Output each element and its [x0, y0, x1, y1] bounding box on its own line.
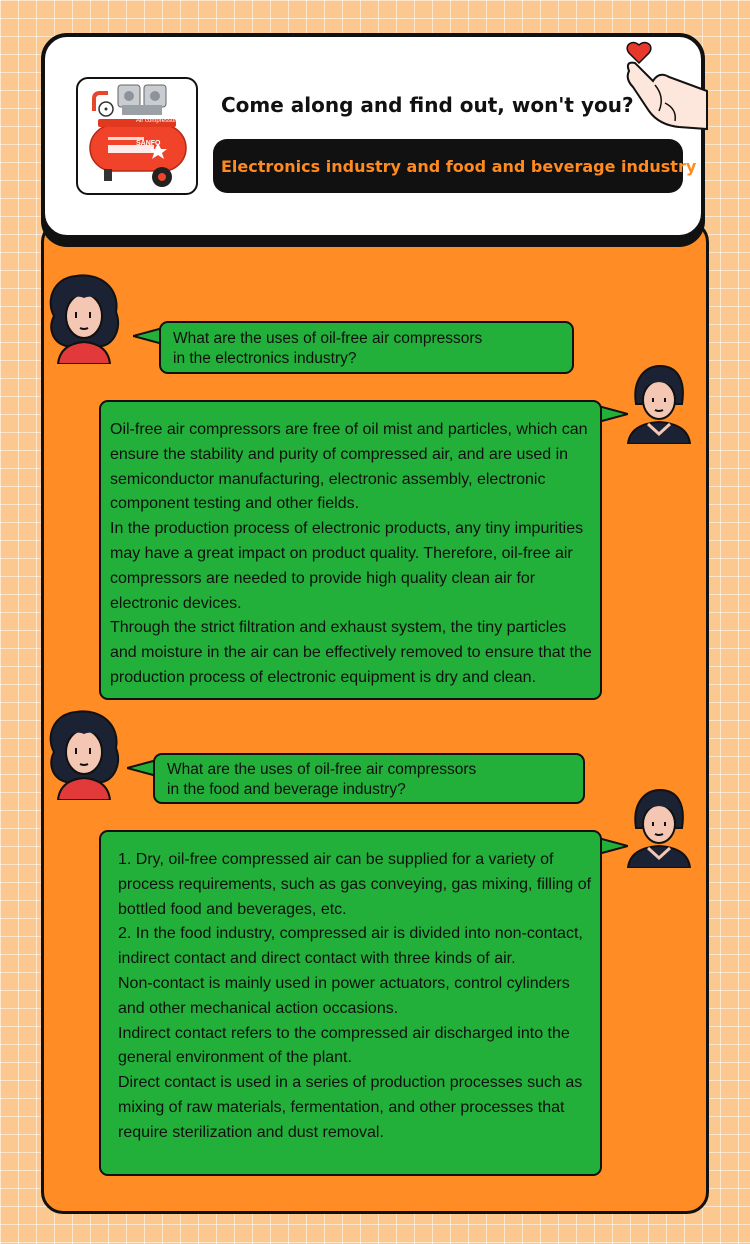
answer-paragraph: Direct contact is used in a series of production processes such as mixing of raw materials, fermentation, and other processes that require sterilization and dust removal.	[118, 1074, 583, 1141]
product-brand: SANFO	[136, 140, 161, 147]
curly-hair-woman-avatar	[46, 708, 122, 800]
short-hair-woman-avatar	[624, 788, 694, 868]
question-line: What are the uses of oil-free air compressors	[167, 761, 477, 778]
curly-hair-woman-avatar	[46, 272, 122, 364]
product-caption: Air compressor	[136, 118, 177, 124]
question-bubble-food	[153, 753, 585, 804]
answer-paragraph: 2. In the food industry, compressed air is divided into non-contact, indirect contact and direct contact with three kinds of air.	[118, 925, 583, 968]
headline: Come along and find out, won't you?	[221, 93, 634, 117]
bubble-tail-right	[598, 404, 628, 424]
finger-heart-icon	[619, 41, 709, 133]
topic-pill	[213, 139, 697, 193]
answer-bubble-electronics	[99, 400, 602, 700]
air-compressor-image	[78, 79, 196, 193]
short-hair-woman-avatar	[624, 364, 694, 444]
answer-paragraph: In the production process of electronic products, any tiny impurities may have a great impact on product quality. Therefore, oil-free air compressors are needed to provide high quality clean air for electronic devices.	[110, 520, 584, 612]
question-line: What are the uses of oil-free air compressors	[173, 330, 483, 347]
answer-paragraph: Indirect contact refers to the compressed air discharged into the general environment of the plant.	[118, 1024, 570, 1067]
answer-bubble-food	[99, 830, 602, 1176]
answer-paragraph: 1. Dry, oil-free compressed air can be supplied for a variety of process requirements, such as gas conveying, gas mixing, filling of bottled food and beverages, etc.	[118, 851, 592, 918]
bubble-tail-right	[598, 836, 628, 856]
answer-paragraph: Non-contact is mainly used in power actuators, control cylinders and other mechanical action occasions.	[118, 974, 570, 1017]
topic-text: Electronics industry and food and beverage industry	[221, 156, 697, 176]
answer-paragraph: Oil-free air compressors are free of oil mist and particles, which can ensure the stability and purity of compressed air, and are used in semiconductor manufacturing, electronic assembly, electronic component testing and other fields.	[110, 421, 588, 513]
question-bubble-electronics	[159, 321, 574, 374]
question-line: in the food and beverage industry?	[167, 781, 406, 798]
question-line: in the electronics industry?	[173, 350, 357, 367]
product-image-frame	[76, 77, 198, 195]
answer-paragraph: Through the strict filtration and exhaust system, the tiny particles and moisture in the air can be effectively removed to ensure that the production process of electronic equipment is dry and clean.	[110, 619, 592, 686]
header-card	[41, 33, 705, 239]
